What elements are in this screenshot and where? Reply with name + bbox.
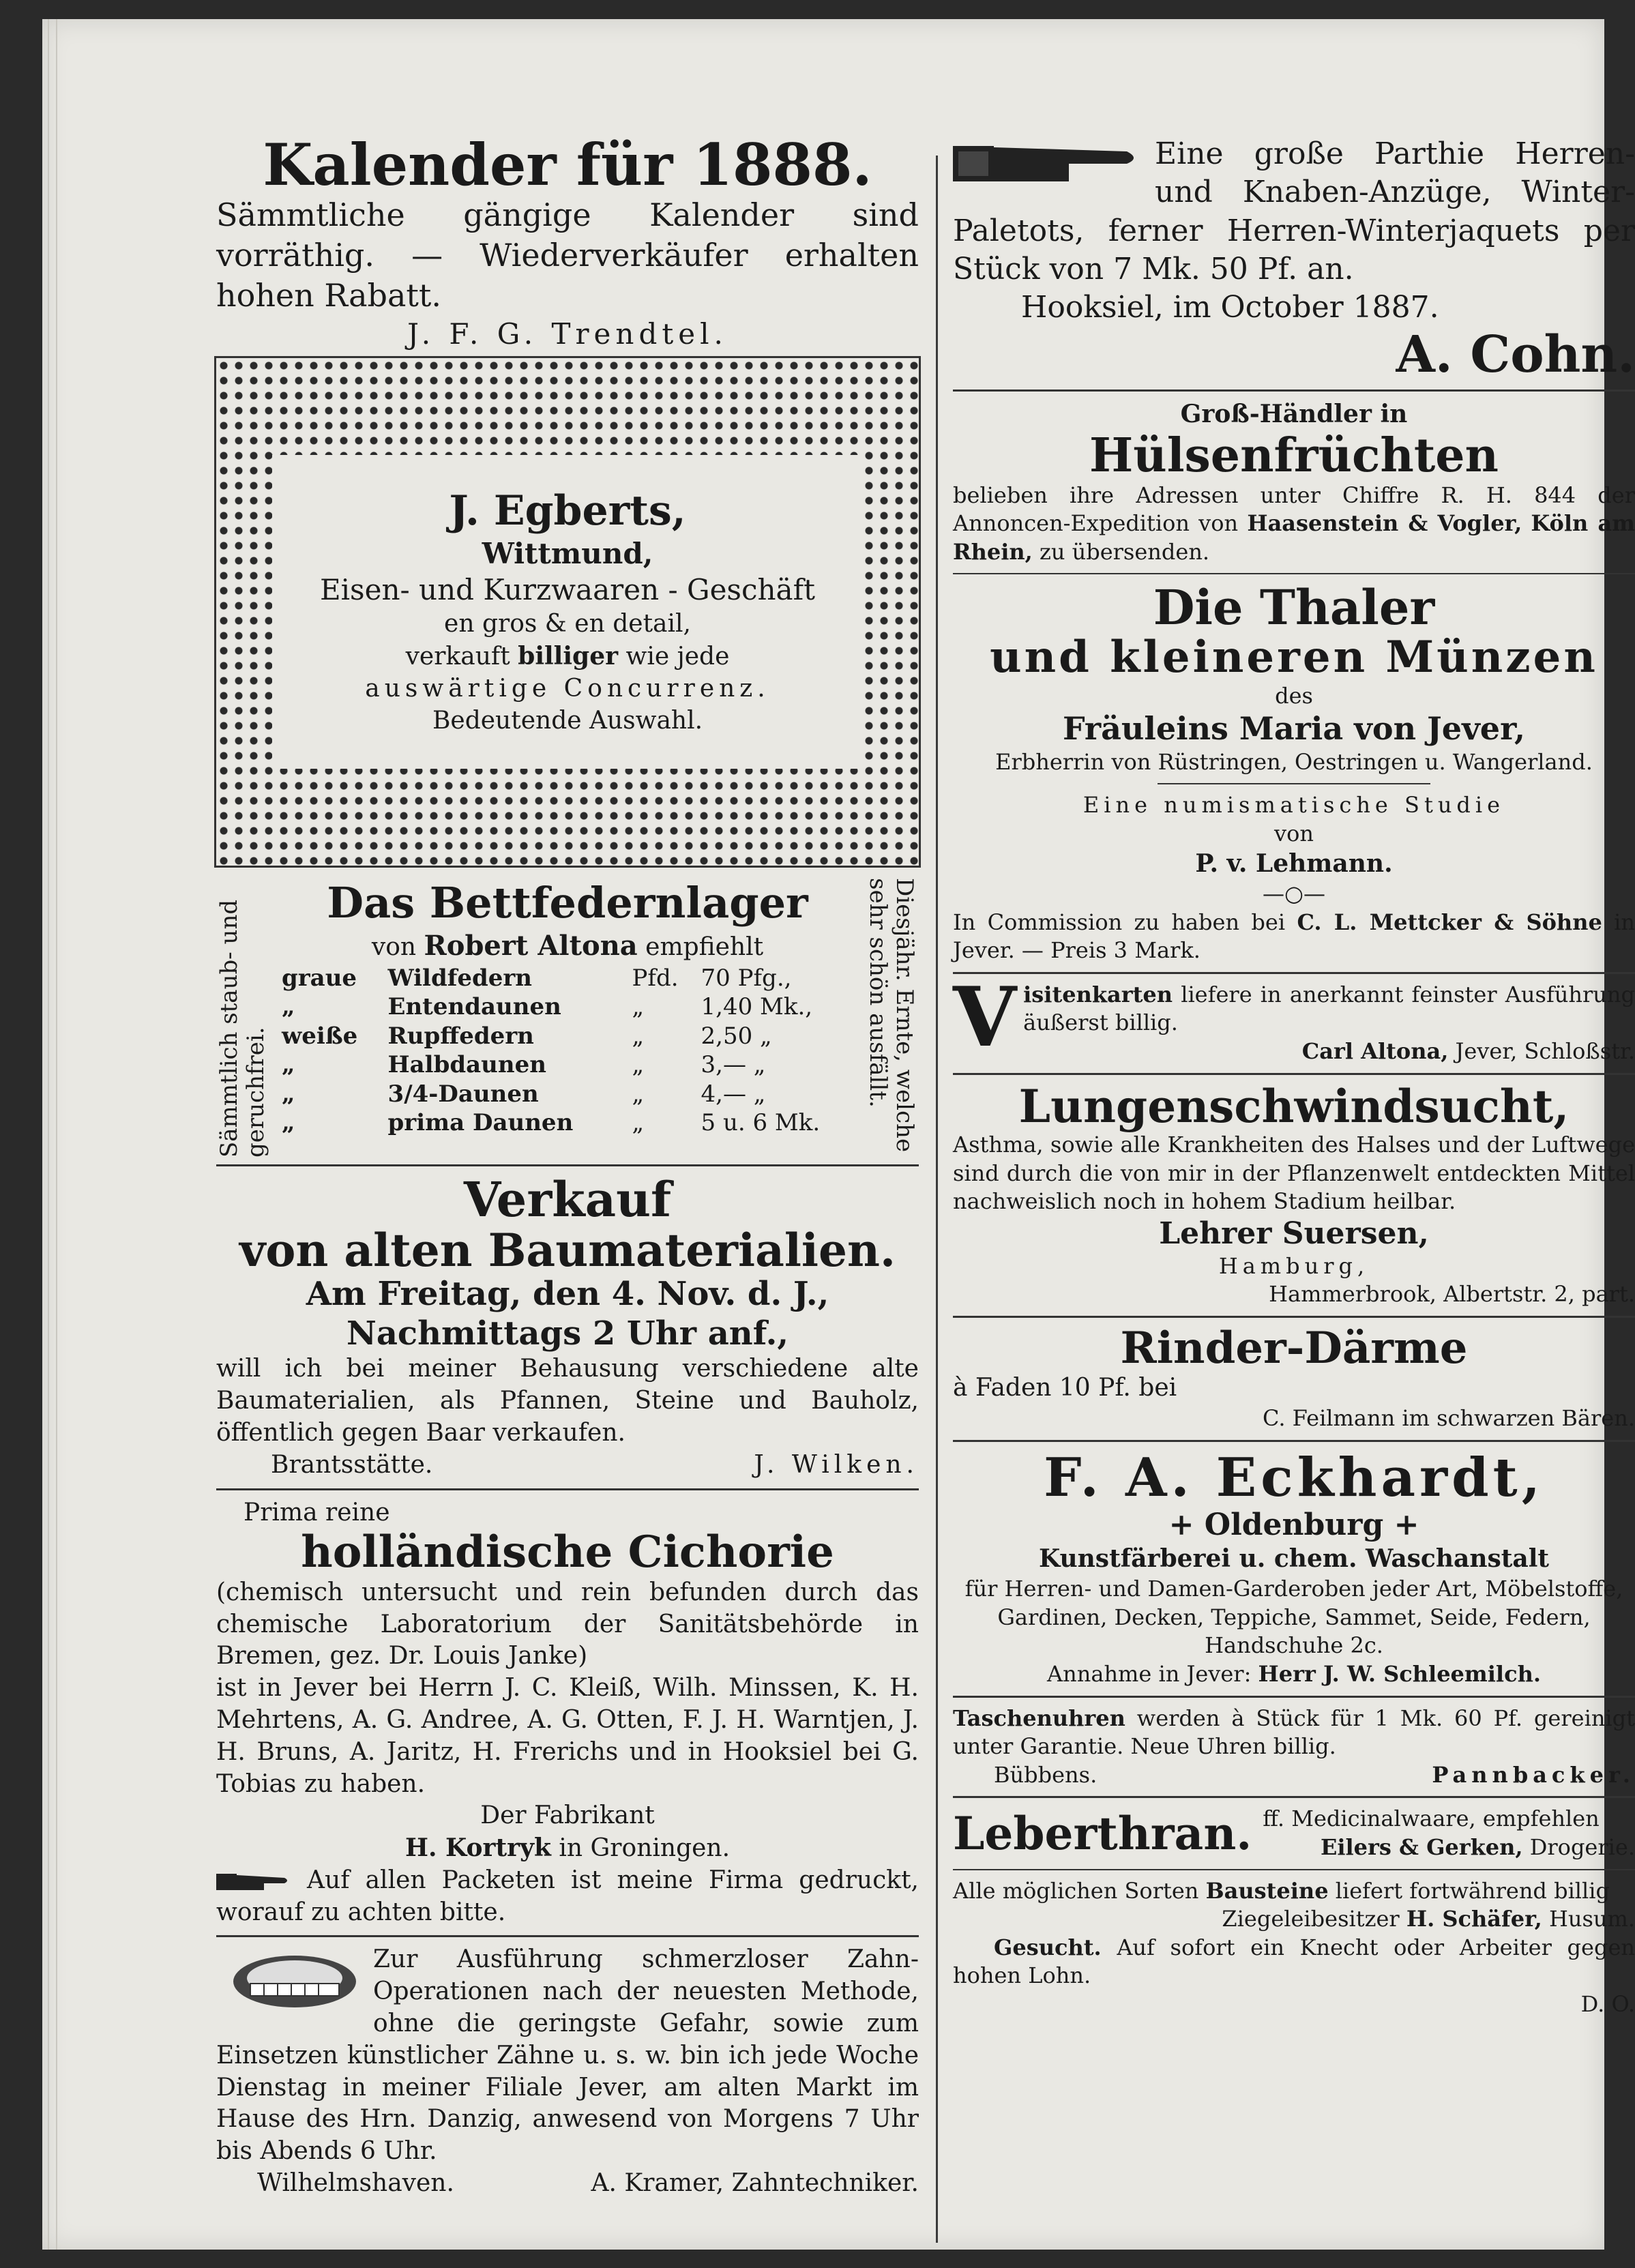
ad-lungenschwindsucht xyxy=(953,1079,1635,1309)
bettfedern-price-cell: Pfd. xyxy=(632,964,679,992)
bausteine-text-pre: Alle möglichen Sorten xyxy=(953,1877,1199,1904)
ad-cohn xyxy=(953,135,1635,383)
thaler-comm-post: in Jever. — Preis 3 Mark. xyxy=(953,909,1635,964)
ad-gesucht xyxy=(953,1934,1635,2019)
bettfedern-price-cell: 4,— „ xyxy=(701,1080,766,1108)
egberts-line3 xyxy=(272,640,863,673)
bausteine-text-post: liefert fortwährend billig xyxy=(1335,1877,1610,1904)
leberthran-title: Leberthran. xyxy=(953,1806,1252,1860)
gesucht-text: Auf sofort ein Knecht oder Arbeiter gegen hohen Lohn. xyxy=(953,1934,1635,1989)
uhren-text-line xyxy=(953,1705,1635,1761)
ad-rinder xyxy=(953,1325,1635,1433)
huelsen-text-bold2: Köln am Rhein, xyxy=(953,510,1635,565)
leberthran-sig-bold: Eilers & Gerken, xyxy=(1320,1833,1523,1860)
visiten-bold: isitenkarten xyxy=(1023,981,1173,1007)
bettfedern-price-cell: „ xyxy=(282,993,295,1021)
thaler-name: Fräuleins Maria von Jever, xyxy=(1063,710,1525,748)
gesucht-bold: Gesucht. xyxy=(994,1934,1102,1960)
bettfedern-price-row xyxy=(278,1050,857,1080)
uhren-place: Bübbens. xyxy=(994,1761,1098,1788)
bettfedern-price-cell: 1,40 Mk., xyxy=(701,993,813,1021)
ad-egberts xyxy=(272,455,863,769)
bausteine-sig-post: Husum. xyxy=(1548,1906,1635,1932)
cichorie-text1: (chemisch untersucht und rein befunden durch das chemische Laboratorium der Sanitätsbehörde in Bremen, gez. Dr. Louis Janke) xyxy=(216,1578,919,1670)
bettfedern-price-cell: „ xyxy=(632,1080,645,1108)
eckhardt-annahme-pre: Annahme in Jever: xyxy=(1047,1660,1252,1687)
huelsen-text xyxy=(953,482,1635,567)
kalender-title: Kalender für 1888. xyxy=(263,131,872,198)
ad-thaler xyxy=(953,581,1635,965)
bettfedern-price-cell: graue xyxy=(282,964,357,992)
huelsen-pre: Groß-Händler in xyxy=(1180,399,1408,428)
bettfedern-by-post: empfiehlt xyxy=(645,932,764,961)
left-column xyxy=(216,131,919,2200)
egberts-line2: en gros & en detail, xyxy=(444,610,691,638)
bettfedern-price-row xyxy=(278,964,857,993)
cichorie-pre: Prima reine xyxy=(244,1498,390,1527)
visiten-signature xyxy=(953,1037,1635,1066)
egberts-line1: Eisen- und Kurzwaaren - Geschäft xyxy=(319,573,816,607)
bettfedern-price-cell: prima Daunen xyxy=(387,1109,574,1137)
page-edge xyxy=(48,19,49,2250)
leberthran-signature xyxy=(1263,1833,1635,1862)
uhren-signature: Pannbacker. xyxy=(1432,1761,1635,1788)
eckhardt-annahme xyxy=(953,1660,1635,1689)
bettfedern-price-cell: „ xyxy=(282,1080,295,1108)
visiten-sig-bold: Carl Altona, xyxy=(1301,1038,1449,1065)
ad-verkauf xyxy=(216,1170,919,1482)
lungen-text: Asthma, sowie alle Krankheiten des Halses und der Luftwege sind durch die von mir in der Pflanzenwelt entdeckten Mittel nachweislich noch in hohem Stadium heilbar. xyxy=(953,1132,1635,1215)
bettfedern-price-row xyxy=(278,1080,857,1109)
bausteine-text xyxy=(953,1877,1635,1906)
cichorie-note-line xyxy=(216,1865,919,1929)
rinder-seller: C. Feilmann im schwarzen Bären. xyxy=(1262,1405,1635,1432)
egberts-line3-pre: verkauft xyxy=(405,643,510,671)
cichorie-fab-place: in Groningen. xyxy=(559,1834,731,1863)
ad-eckhardt xyxy=(953,1446,1635,1689)
cohn-text: Eine große Parthie Herren- und Knaben-Anzüge, Winter-Paletots, ferner Herren-Winterjaquets per Stück von 7 Mk. 50 Pf. an. xyxy=(953,136,1635,286)
thaler-comm-bold: C. L. Mettcker & Söhne xyxy=(1297,909,1602,935)
right-column xyxy=(953,135,1635,2018)
lungen-city: Hamburg, xyxy=(1218,1252,1370,1279)
cichorie-text2: ist in Jever bei Herrn J. C. Kleiß, Wilh. Minssen, K. H. Mehrtens, A. G. Andree, A. G. Otten, F. J. H. Warntjen, J. H. Bruns, A. Jaritz, H. Frerichs und in Hooksiel bei G. Tobias zu haben. xyxy=(216,1674,919,1798)
verkauf-title2: von alten Baumaterialien. xyxy=(239,1223,896,1277)
eckhardt-title: F. A. Eckhardt, xyxy=(1044,1446,1544,1509)
bettfedern-price-cell: weiße xyxy=(282,1022,358,1050)
ad-taschenuhren xyxy=(953,1705,1635,1790)
bettfedern-title: Das Bettfedernlager xyxy=(327,877,808,928)
egberts-ornamental-frame xyxy=(216,358,919,866)
bettfedern-by-pre: von xyxy=(371,932,417,961)
ad-cichorie xyxy=(216,1497,919,1929)
huelsen-text-bold1: Haasenstein & Vogler, xyxy=(1247,510,1522,537)
huelsen-text-post: zu übersenden. xyxy=(1039,538,1210,565)
zahn-text: Zur Ausführung schmerzloser Zahn-Operationen nach der neuesten Methode, ohne die geringste Gefahr, sowie zum Einsetzen künstlicher Zähne u. s. w. bin ich jede Woche Dienstag in meiner Filiale Jever, am alten Markt im Hause des Hrn. Danzig, anwesend von Morgens 7 Uhr bis Abends 6 Uhr. xyxy=(216,1945,919,2166)
thaler-von: von xyxy=(1274,820,1314,846)
egberts-name: J. Egberts, xyxy=(449,486,686,535)
egberts-line3-bold: billiger xyxy=(518,642,619,671)
zahn-place: Wilhelmshaven. xyxy=(257,2169,454,2198)
bettfedern-price-cell: „ xyxy=(632,1022,645,1050)
bettfedern-price-cell: Halbdaunen xyxy=(387,1051,546,1079)
lungen-name: Lehrer Suersen, xyxy=(1159,1216,1429,1252)
lungen-title: Lungenschwindsucht, xyxy=(1018,1079,1570,1133)
visiten-initial: V xyxy=(953,969,1017,1065)
egberts-line3-post: wie jede xyxy=(625,643,730,671)
rinder-title: Rinder-Därme xyxy=(1120,1323,1468,1374)
verkauf-title1: Verkauf xyxy=(463,1170,672,1228)
eckhardt-line1: Kunstfärberei u. chem. Waschanstalt xyxy=(1038,1544,1550,1574)
cichorie-fab-line xyxy=(216,1832,919,1865)
lungen-addr: Hammerbrook, Albertstr. 2, part. xyxy=(1269,1281,1635,1308)
visiten-text: liefere in anerkannt feinster Ausführung äußerst billig. xyxy=(1023,981,1635,1036)
thaler-des: des xyxy=(1275,682,1313,709)
verkauf-footer xyxy=(216,1449,919,1482)
newspaper-page xyxy=(42,19,1635,2250)
uhren-text: werden à Stück für 1 Mk. 60 Pf. gereinigt unter Garantie. Neue Uhren billig. xyxy=(953,1705,1635,1760)
bettfedern-by xyxy=(278,928,857,964)
verkauf-signature: J. Wilken. xyxy=(754,1450,919,1479)
verkauf-date2: Nachmittags 2 Uhr anf., xyxy=(346,1314,789,1353)
bettfedern-price-cell: 2,50 „ xyxy=(701,1022,772,1050)
gesucht-text-line xyxy=(953,1934,1635,1990)
bettfedern-price-cell: „ xyxy=(282,1051,295,1079)
uhren-footer xyxy=(953,1761,1635,1790)
dentures-icon xyxy=(230,1951,359,2012)
ad-huelsenfruechte xyxy=(953,398,1635,566)
verkauf-text: will ich bei meiner Behausung verschiedene alte Baumaterialien, als Pfannen, Steine und Bauholz, öffentlich gegen Baar verkaufen. xyxy=(216,1355,919,1447)
thaler-title2: und kleineren Münzen xyxy=(990,632,1598,683)
cichorie-title: holländische Cichorie xyxy=(301,1527,834,1578)
eckhardt-city: + Oldenburg + xyxy=(1168,1507,1419,1542)
pointing-hand-icon xyxy=(953,139,1144,187)
visiten-text-line xyxy=(953,981,1635,1037)
bettfedern-price-cell: „ xyxy=(632,1109,645,1137)
zahn-footer xyxy=(216,2168,919,2200)
column-divider xyxy=(936,156,938,2243)
bettfedern-price-row xyxy=(278,1108,857,1138)
leberthran-sig-post: Drogerie. xyxy=(1529,1833,1635,1860)
bausteine-bold: Bausteine xyxy=(1205,1877,1329,1904)
verkauf-date1: Am Freitag, den 4. Nov. d. J., xyxy=(306,1275,829,1314)
bettfedern-price-cell: „ xyxy=(282,1109,295,1137)
bettfedern-side-left xyxy=(216,878,271,1158)
egberts-line5: Bedeutende Auswahl. xyxy=(432,706,703,735)
huelsen-title: Hülsenfrüchten xyxy=(1089,428,1499,483)
bettfedern-by-name: Robert Altona xyxy=(424,929,638,962)
zahn-signature: A. Kramer, Zahntechniker. xyxy=(591,2169,919,2198)
thaler-title1: Die Thaler xyxy=(1153,579,1435,636)
huelsen-text-pre: belieben ihre Adressen unter Chiffre R. H. 844 der Annoncen-Expedition von xyxy=(953,482,1635,537)
bettfedern-price-cell: „ xyxy=(632,993,645,1021)
pointing-hand-icon xyxy=(216,1868,291,1896)
ad-kalender xyxy=(216,131,919,353)
bettfedern-side-right-text: Diesjähr. Ernte, welche sehr schön ausfällt. xyxy=(864,877,919,1152)
bettfedern-price-cell: 3/4-Daunen xyxy=(387,1080,539,1108)
eckhardt-annahme-bold: Herr J. W. Schleemilch. xyxy=(1258,1660,1541,1687)
bettfedern-price-row xyxy=(278,992,857,1022)
thaler-studie: Eine numismatische Studie xyxy=(1082,792,1505,819)
egberts-line4: auswärtige Concurrenz. xyxy=(365,674,770,703)
rinder-price: à Faden 10 Pf. bei xyxy=(953,1374,1177,1402)
bettfedern-price-cell: 3,— „ xyxy=(701,1051,766,1079)
bettfedern-price-cell: 5 u. 6 Mk. xyxy=(701,1109,821,1137)
bettfedern-side-right xyxy=(864,878,919,1158)
ad-bettfedern xyxy=(216,878,919,1158)
bausteine-signature xyxy=(953,1905,1635,1934)
egberts-place: Wittmund, xyxy=(482,536,653,570)
kalender-signature: J. F. G. Trendtel. xyxy=(407,316,728,351)
bettfedern-price-cell: „ xyxy=(632,1051,645,1079)
thaler-comm-pre: In Commission zu haben bei xyxy=(953,909,1286,935)
gesucht-signature: D. O. xyxy=(1580,1990,1635,2017)
eckhardt-line2: für Herren- und Damen-Garderoben jeder Art, Möbelstoffe, Gardinen, Decken, Teppiche, Sammet, Seide, Federn, Handschuhe 2c. xyxy=(964,1576,1623,1659)
cichorie-fabrikant: Der Fabrikant xyxy=(480,1801,655,1830)
bettfedern-price-cell: Rupffedern xyxy=(387,1022,534,1050)
bettfedern-price-cell: Wildfedern xyxy=(387,964,533,992)
page-edge xyxy=(56,19,57,2250)
bausteine-sig-pre: Ziegeleibesitzer xyxy=(1222,1906,1400,1932)
cohn-signature: A. Cohn. xyxy=(1396,325,1635,384)
bettfedern-side-left-text: Sämmtlich staub- und geruchfrei. xyxy=(216,899,270,1158)
bettfedern-price-cell: Entendaunen xyxy=(387,993,561,1021)
bettfedern-price-row xyxy=(278,1022,857,1051)
bettfedern-price-table xyxy=(278,964,857,1138)
bettfedern-price-cell: 70 Pfg., xyxy=(701,964,792,992)
visiten-sig-post: Jever, Schloßstr. xyxy=(1455,1038,1635,1065)
thaler-sub: Erbherrin von Rüstringen, Oestringen u. Wangerland. xyxy=(995,748,1593,775)
ad-visitenkarten xyxy=(953,969,1635,1066)
cichorie-fab-name: H. Kortryk xyxy=(404,1833,551,1863)
cohn-text-line xyxy=(953,135,1635,289)
ad-leberthran xyxy=(953,1805,1635,1861)
kalender-text: Sämmtliche gängige Kalender sind vorräthig. — Wiederverkäufer erhalten hohen Rabatt. xyxy=(216,196,919,314)
cichorie-note: Auf allen Packeten ist meine Firma gedruckt, worauf zu achten bitte. xyxy=(216,1866,919,1926)
leberthran-text: ff. Medicinalwaare, empfehlen xyxy=(1263,1806,1600,1832)
thaler-commission xyxy=(953,909,1635,965)
ad-zahntechniker xyxy=(216,1944,919,2199)
thaler-author: P. v. Lehmann. xyxy=(1195,849,1393,879)
cohn-place: Hooksiel, im October 1887. xyxy=(1021,290,1439,325)
ad-bausteine xyxy=(953,1877,1635,1934)
uhren-bold: Taschenuhren xyxy=(953,1705,1125,1731)
thaler-ornament: —○— xyxy=(1263,881,1325,907)
verkauf-place: Brantsstätte. xyxy=(271,1450,433,1479)
bausteine-sig-bold: H. Schäfer, xyxy=(1406,1906,1542,1932)
